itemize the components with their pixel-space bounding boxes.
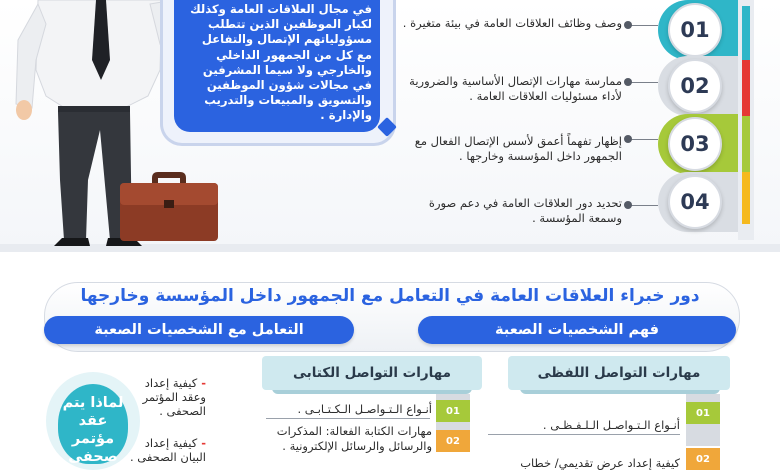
stack-cube-2: 02 [436, 430, 470, 452]
verbal-item-1: أنـواع الـتـواصـل الـلـفـظـى . [542, 418, 680, 432]
step-number-3: 03 [668, 117, 722, 171]
info-card [174, 0, 380, 132]
press-item-1 [120, 376, 206, 418]
step-text-3: إظهار تفهماً أعمق لأسس الإتصال الفعال مع الجمهور داخل المؤسسة وخارجها . [414, 134, 622, 163]
press-item-1-text: كيفية إعداد وعقد المؤتمر الصحفى . [142, 376, 206, 418]
info-card-line: والخارجي ولا سيما المشرفين [202, 62, 372, 77]
stack-cube [686, 424, 720, 446]
written-item-1: أنـواع الـتـواصـل الـكـتـابـى . [297, 402, 432, 416]
step-text-2: ممارسة مهارات الإتصال الأساسية والضرورية لأداء مسئوليات العلاقات العامة . [409, 74, 622, 103]
written-item-2: مهارات الكتابة الفعالة: المذكرات والرسائل والرسائل الإلكترونية . [276, 424, 432, 453]
step-connector [628, 25, 658, 26]
step-number-4: 04 [668, 175, 722, 229]
info-card-line: والتسويق والمبيعات والتدريب [204, 93, 372, 108]
verbal-skills-title: مهارات التواصل اللفظى [508, 356, 730, 390]
info-card-line: لكبار الموظفين الذين تتطلب [208, 17, 372, 32]
info-card-line: في مجالات شؤون الموظفين [206, 78, 372, 93]
press-conference-badge: لماذا يتم عقد مؤتمر صحفى [58, 384, 128, 464]
bullet-dash: - [197, 436, 206, 450]
step-bullet [624, 201, 632, 209]
step-bullet [624, 135, 632, 143]
step-bullet [624, 78, 632, 86]
stack-cube-1: 01 [436, 400, 470, 422]
pill-deal-with-difficult-personalities: التعامل مع الشخصيات الصعبة [44, 316, 354, 344]
verbal-item-2: كيفية إعداد عرض تقديمي/ خطاب [520, 456, 680, 470]
step-connector [628, 205, 658, 206]
rail-segment-1 [742, 6, 750, 60]
pill-understand-difficult-personalities: فهم الشخصيات الصعبة [418, 316, 736, 344]
info-card-line: مع كل من الجمهور الداخلي [216, 47, 372, 62]
press-item-2-text: كيفية إعداد البيان الصحفى . [129, 436, 206, 464]
stack-cube-2: 02 [686, 448, 720, 470]
item-underline [488, 434, 680, 435]
item-underline [266, 418, 430, 419]
info-card-line: في مجال العلاقات العامة وكذلك [190, 2, 372, 16]
headline: دور خبراء العلاقات العامة في التعامل مع الجمهور داخل المؤسسة وخارجها [80, 286, 700, 306]
rail-segment-4 [742, 172, 750, 224]
step-text-4: تحديد دور العلاقات العامة في دعم صورة وسمعة المؤسسة . [428, 196, 622, 225]
step-connector [628, 139, 658, 140]
step-number-2: 02 [668, 59, 722, 113]
written-skills-title: مهارات التواصل الكتابى [262, 356, 482, 390]
rail-segment-2 [742, 60, 750, 116]
step-connector [628, 82, 658, 83]
info-card-line: والإدارة . [320, 108, 372, 123]
verbal-stack [686, 394, 720, 470]
step-number-1: 01 [668, 3, 722, 57]
bullet-dash: - [197, 376, 206, 390]
step-text-1: وصف وظائف العلاقات العامة في بيئة متغيرة . [402, 16, 622, 30]
step-bullet [624, 21, 632, 29]
briefcase-icon [118, 170, 220, 242]
stack-cube-1: 01 [686, 402, 720, 424]
written-stack [436, 394, 470, 470]
info-card-line: مسؤولياتهم الإتصال والتفاعل [201, 32, 372, 47]
rail-segment-3 [742, 116, 750, 172]
press-item-2 [120, 436, 206, 464]
